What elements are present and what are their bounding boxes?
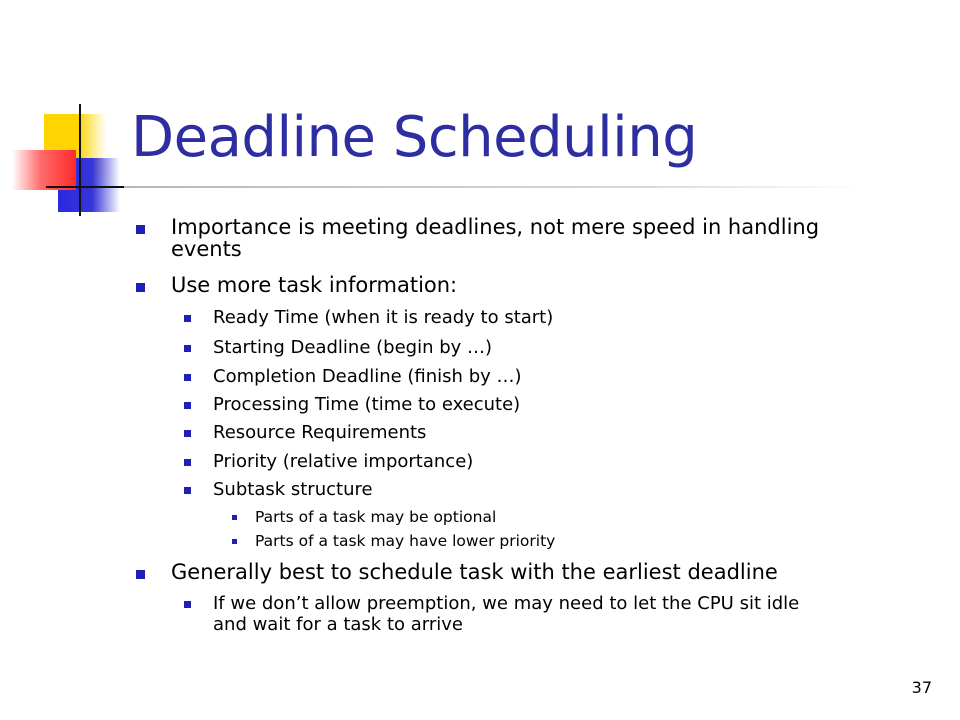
- list-item: Ready Time (when it is ready to start): [213, 307, 553, 328]
- list-item: Priority (relative importance): [213, 451, 473, 472]
- title-underline: [124, 186, 864, 188]
- bullet-square-icon: [136, 283, 145, 292]
- bullet-square-icon: [232, 539, 237, 544]
- bullet-square-icon: [136, 225, 145, 234]
- list-item: Parts of a task may have lower priority: [255, 532, 555, 550]
- corner-decoration: [0, 0, 140, 230]
- bullet-square-icon: [184, 487, 191, 494]
- list-item: Importance is meeting deadlines, not mere speed in handling events: [171, 216, 819, 260]
- red-bar-decoration: [12, 150, 76, 190]
- list-item: Use more task information:: [171, 274, 457, 296]
- bullet-square-icon: [184, 430, 191, 437]
- page-number: 37: [911, 678, 932, 697]
- list-item: If we don’t allow preemption, we may need to let the CPU sit idle and wait for a task to arrive: [213, 593, 799, 635]
- bullet-square-icon: [232, 515, 237, 520]
- list-item: Parts of a task may be optional: [255, 508, 496, 526]
- bullet-square-icon: [136, 570, 145, 579]
- list-item: Processing Time (time to execute): [213, 394, 520, 415]
- list-item: Starting Deadline (begin by …): [213, 337, 492, 358]
- vertical-line-decoration: [79, 104, 81, 216]
- horizontal-line-decoration: [46, 186, 130, 188]
- slide-title: Deadline Scheduling: [131, 105, 698, 170]
- list-item: Generally best to schedule task with the earliest deadline: [171, 561, 778, 583]
- bullet-square-icon: [184, 345, 191, 352]
- bullet-square-icon: [184, 374, 191, 381]
- list-item: Resource Requirements: [213, 422, 426, 443]
- bullet-square-icon: [184, 601, 191, 608]
- list-item: Completion Deadline (finish by …): [213, 366, 522, 387]
- list-item: Subtask structure: [213, 479, 373, 500]
- bullet-square-icon: [184, 402, 191, 409]
- bullet-square-icon: [184, 459, 191, 466]
- bullet-square-icon: [184, 315, 191, 322]
